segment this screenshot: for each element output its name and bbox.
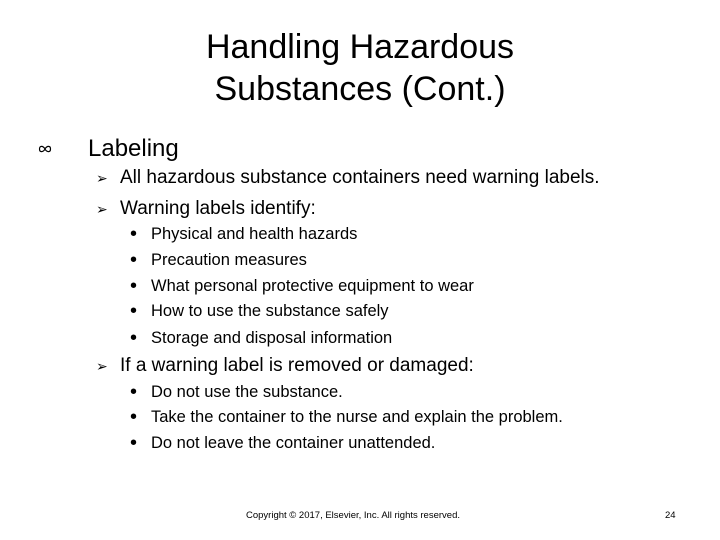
sub-bullet-text: Storage and disposal information [151, 328, 393, 347]
bullet-item-1 [96, 165, 600, 191]
bullet-text: If a warning label is removed or damaged: [120, 355, 474, 376]
arrowhead-bullet-icon: ➢ [96, 169, 108, 186]
sub-bullet-text: Take the container to the nurse and explain the problem. [151, 407, 563, 426]
dot-bullet-icon: • [130, 275, 138, 297]
sub-bullet-item [130, 380, 343, 404]
slide-footer [0, 507, 720, 525]
sub-bullet-text: Precaution measures [151, 250, 307, 269]
sub-bullet-text: What personal protective equipment to wear [151, 276, 474, 295]
title-line-1: Handling Hazardous [205, 28, 515, 66]
heading-text: Labeling [88, 135, 179, 162]
sub-bullet-text: How to use the substance safely [151, 301, 389, 320]
bullet-text: All hazardous substance containers need warning labels. [120, 167, 600, 188]
slide-title [60, 26, 660, 110]
bullet-item-2 [96, 196, 316, 222]
sub-bullet-text: Do not use the substance. [151, 382, 343, 401]
dot-bullet-icon: • [130, 327, 138, 349]
sub-bullet-item [130, 274, 474, 298]
sub-bullet-text: Do not leave the container unattended. [151, 433, 436, 452]
sub-bullet-item [130, 222, 357, 246]
dot-bullet-icon: • [130, 432, 138, 454]
sub-bullet-item [130, 431, 435, 455]
heading-labeling [38, 134, 179, 164]
dot-bullet-icon: • [130, 249, 138, 271]
dot-bullet-icon: • [130, 223, 138, 245]
bullet-text: Warning labels identify: [120, 198, 316, 219]
bullet-item-3 [96, 353, 474, 379]
sub-bullet-item [130, 326, 392, 350]
sub-bullet-item [130, 248, 307, 272]
dot-bullet-icon: • [130, 406, 138, 428]
page-number: 24 [665, 510, 676, 521]
title-line-2: Substances (Cont.) [214, 70, 506, 108]
dot-bullet-icon: • [130, 381, 138, 403]
sub-bullet-text: Physical and health hazards [151, 224, 358, 243]
dot-bullet-icon: • [130, 300, 138, 322]
sub-bullet-item [130, 299, 389, 323]
infinity-bullet-icon [38, 134, 88, 164]
sub-bullet-item [130, 405, 563, 429]
arrowhead-bullet-icon: ➢ [96, 357, 108, 374]
arrowhead-bullet-icon: ➢ [96, 200, 108, 217]
copyright-notice: Copyright © 2017, Elsevier, Inc. All rights reserved. [246, 510, 460, 521]
